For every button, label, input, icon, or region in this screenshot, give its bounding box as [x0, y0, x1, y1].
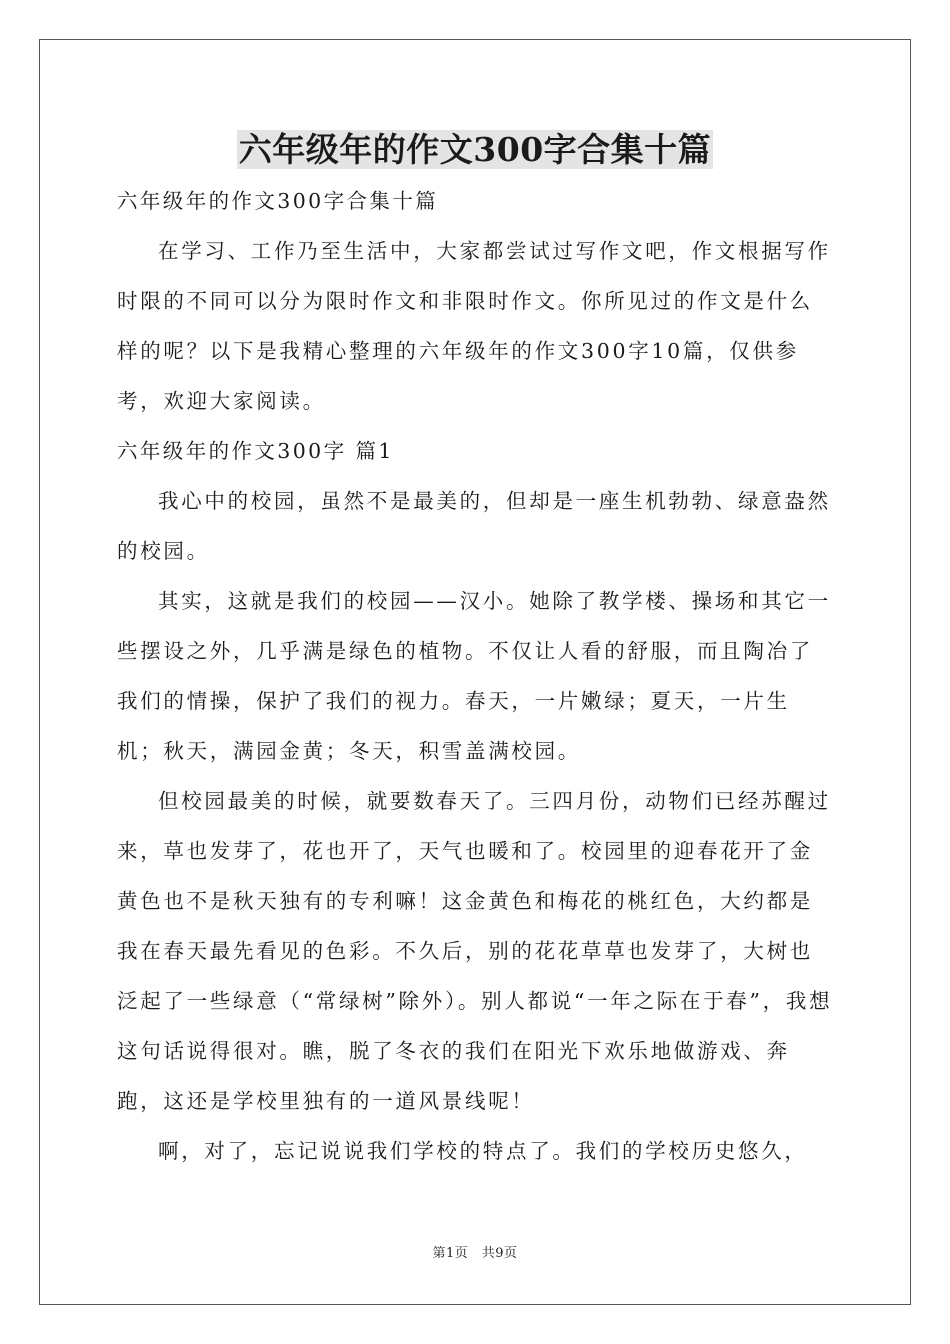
body-paragraph-4: 啊，对了，忘记说说我们学校的特点了。我们的学校历史悠久，: [158, 1139, 808, 1163]
body-paragraph-1: 我心中的校园，虽然不是最美的，但却是一座生机勃勃、绿意盎然的校园。: [117, 489, 831, 563]
section-heading: 六年级年的作文300字 篇1: [117, 439, 394, 463]
body-paragraph-3: 但校园最美的时候，就要数春天了。三四月份，动物们已经苏醒过来，草也发芽了，花也开了，天气也暖和了。校园里的迎春花开了金黄色也不是秋天独有的专利嘛！这金黄色和梅花的桃红色，大约都是我在春天最先看见的色彩。不久后，别的花花草草也发芽了，大树也泛起了一些绿意（“常绿树”除外）。别人都说“一年之际在于春”，我想这句话说得很对。瞧，脱了冬衣的我们在阳光下欢乐地做游戏、奔跑，这还是学校里独有的一道风景线呢！: [117, 789, 833, 1113]
body-paragraph-2: 其实，这就是我们的校园——汉小。她除了教学楼、操场和其它一些摆设之外，几乎满是绿色的植物。不仅让人看的舒服，而且陶冶了我们的情操，保护了我们的视力。春天，一片嫩绿；夏天，一片生机；秋天，满园金黄；冬天，积雪盖满校园。: [117, 589, 831, 763]
page-footer: 第1页 共9页: [432, 1246, 518, 1261]
document-title-text: 六年级年的作文300字合集十篇: [238, 130, 712, 169]
document-body: [117, 176, 833, 1176]
document-subtitle: 六年级年的作文300字合集十篇: [117, 189, 439, 213]
intro-paragraph: 在学习、工作乃至生活中，大家都尝试过写作文吧，作文根据写作时限的不同可以分为限时作文和非限时作文。你所见过的作文是什么样的呢？以下是我精心整理的六年级年的作文300字10篇，仅供参考，欢迎大家阅读。: [117, 239, 831, 413]
document-title: [0, 124, 950, 176]
